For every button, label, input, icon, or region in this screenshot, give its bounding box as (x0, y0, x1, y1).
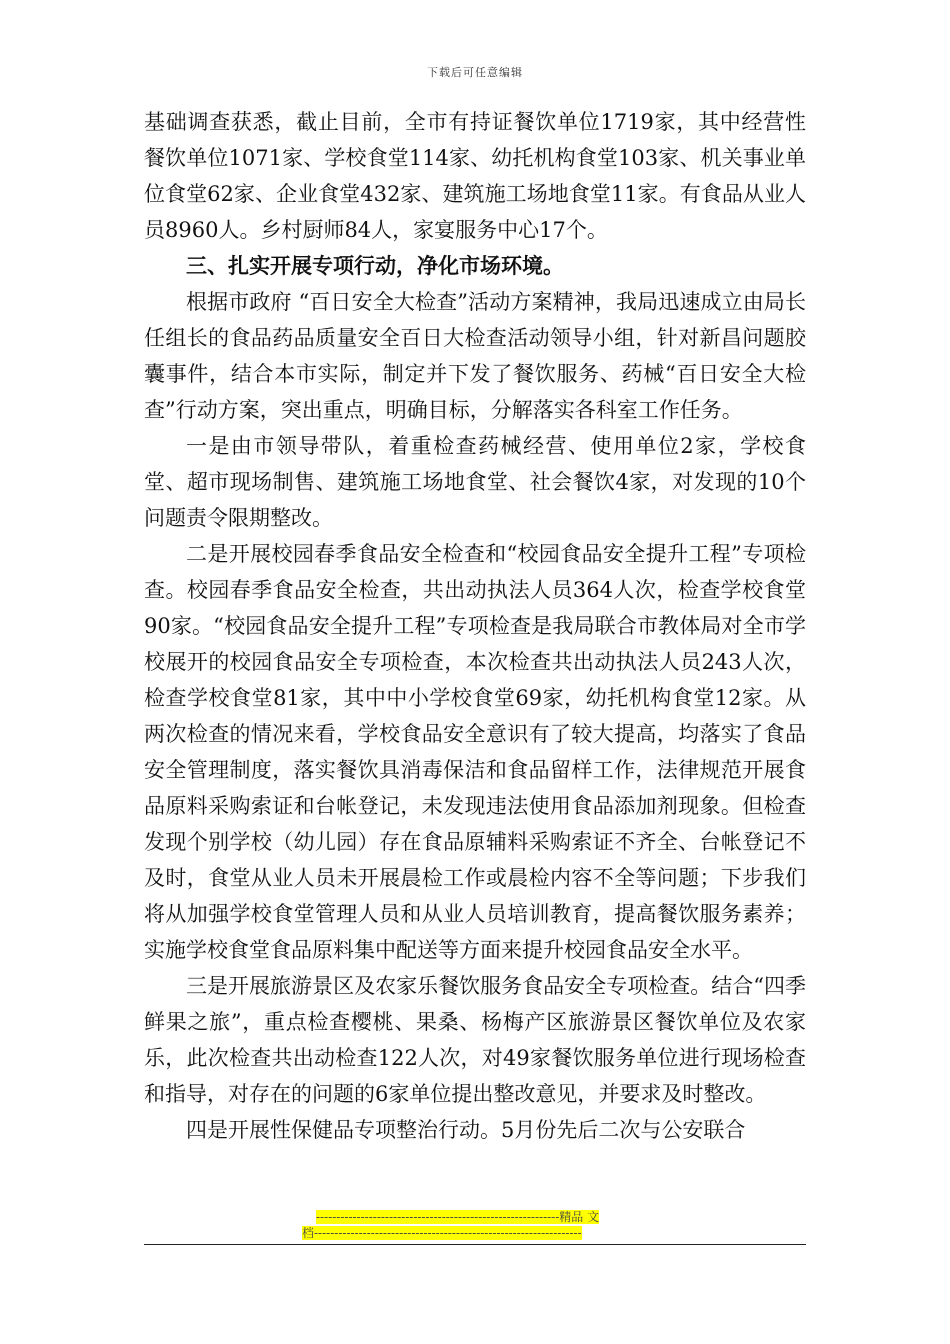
paragraph-item-one: 一是由市领导带队，着重检查药械经营、使用单位2家，学校食堂、超市现场制售、建筑施工场地食堂、社会餐饮4家，对发现的10个问题责令限期整改。 (144, 434, 806, 530)
paragraph-hundred-day-check: 根据市政府 “百日安全大检查”活动方案精神，我局迅速成立由局长任组长的食品药品质量安全百日大检查活动领导小组，针对新昌问题胶囊事件，结合本市实际，制定并下发了餐饮服务、药械“百日安全大检查”行动方案，突出重点，明确目标，分解落实各科室工作任务。 (144, 290, 806, 422)
footer-banner-line-1: ------------------------------------------------------------精品 文 (316, 1210, 600, 1224)
paragraph-survey-stats: 基础调查获悉，截止目前，全市有持证餐饮单位1719家，其中经营性餐饮单位1071家、学校食堂114家、幼托机构食堂103家、机关事业单位食堂62家、企业食堂432家、建筑施工场地食堂11家。有食品从业人员8960人。乡村厨师84人，家宴服务中心17个。 (144, 110, 806, 242)
footer-watermark-banner (302, 1209, 648, 1241)
footer-divider (144, 1244, 806, 1245)
paragraph-item-four: 四是开展性保健品专项整治行动。5月份先后二次与公安联合 (186, 1118, 746, 1142)
page-header: 下载后可任意编辑 (427, 66, 523, 79)
footer-banner-line-2: 档------------------------------------------------------------------ (302, 1226, 582, 1240)
document-body (144, 104, 806, 1148)
paragraph-item-three: 三是开展旅游景区及农家乐餐饮服务食品安全专项检查。结合“四季鲜果之旅”，重点检查樱桃、果桑、杨梅产区旅游景区餐饮单位及农家乐，此次检查共出动检查122人次，对49家餐饮服务单位进行现场检查和指导，对存在的问题的6家单位提出整改意见，并要求及时整改。 (144, 974, 806, 1106)
paragraph-item-two: 二是开展校园春季食品安全检查和“校园食品安全提升工程”专项检查。校园春季食品安全检查，共出动执法人员364人次，检查学校食堂90家。“校园食品安全提升工程”专项检查是我局联合市教体局对全市学校展开的校园食品安全专项检查，本次检查共出动执法人员243人次，检查学校食堂81家，其中中小学校食堂69家，幼托机构食堂12家。从两次检查的情况来看，学校食品安全意识有了较大提高，均落实了食品安全管理制度，落实餐饮具消毒保洁和食品留样工作，法律规范开展食品原料采购索证和台帐登记，未发现违法使用食品添加剂现象。但检查发现个别学校（幼儿园）存在食品原辅料采购索证不齐全、台帐登记不及时，食堂从业人员未开展晨检工作或晨检内容不全等问题；下步我们将从加强学校食堂管理人员和从业人员培训教育，提高餐饮服务素养；实施学校食堂食品原料集中配送等方面来提升校园食品安全水平。 (144, 542, 806, 962)
section-heading-special-actions: 三、扎实开展专项行动，净化市场环境。 (186, 253, 564, 278)
